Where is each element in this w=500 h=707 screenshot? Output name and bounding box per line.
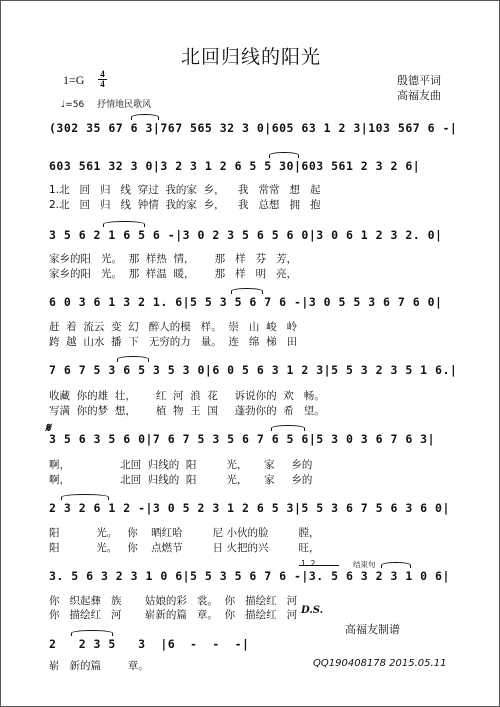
- lyric-line: 收藏 你的雄 壮， 红 河 浪 花 诉说你的 欢 畅。: [49, 390, 325, 402]
- notation-line: 6 0 3 6 1 3 2 1. 6|5 5 3 5 6 7 6 -|3 0 5 5 3 6 7 6 0|: [49, 295, 443, 309]
- lyric-line: 写满 你的梦 想， 植 物 王 国 蓬勃你的 希 望。: [49, 405, 325, 417]
- slur-mark: [231, 288, 263, 294]
- lyric-line: 阳 光。 你 点燃节 日 火把的兴 旺，: [49, 542, 320, 554]
- ending-label: 结束句: [353, 560, 376, 569]
- notation-line: 7 6 7 5 3 6 5 3 5 3 0|6 0 5 6 3 1 2 3|5 5 3 2 3 5 1 6.|: [49, 363, 458, 377]
- tempo-value: ♩=56: [61, 100, 85, 110]
- notation-line: 2 2 3 5 3 |6 - - -|: [49, 637, 250, 651]
- lyric-line: 家乡的阳 光。 那 样热 情， 那 样 芬 芳，: [49, 253, 298, 265]
- slur-mark: [71, 630, 113, 636]
- volta-label: 1. 2.: [301, 559, 318, 568]
- notation-line: 3 5 6 2 1 6 5 6 -|3 0 2 3 5 6 5 6 0|3 0 6 1 2 3 2. 0|: [49, 228, 443, 242]
- lyric-line: 你 描绘红 河 崭新的篇 章。 你 描绘红 河: [49, 609, 298, 621]
- slur-mark: [381, 562, 411, 568]
- lyric-line: 跨 越 山水 播 下 无穷的力 量。 连 绵 梯 田: [49, 336, 298, 348]
- segno-sign: 𝄋: [45, 421, 51, 436]
- notation-line: 603 561 32 3 0|3 2 3 1 2 6 5 5 30|603 561 2 3 2 6|: [49, 159, 421, 173]
- slur-mark: [61, 494, 109, 500]
- lyric-line: 崭 新的篇 章。: [49, 660, 149, 672]
- lyric-line: 1.北 回 归 线 穿过 我的家 乡， 我 常常 想 起: [49, 184, 321, 196]
- volta-bracket: [299, 565, 339, 566]
- lyric-line: 赶 着 流云 变 幻 醉人的模 样。 崇 山 峻 岭: [49, 321, 298, 333]
- lyric-line: 阳 光。 你 晒红哈 尼 小伙的脸 膛，: [49, 527, 320, 539]
- notation-line: (302 35 67 6 3|767 565 32 3 0|605 63 1 2 3|103 567 6 -|: [49, 121, 458, 135]
- notation-line: 3. 5 6 3 2 3 1 0 6|5 5 3 5 6 7 6 -|3. 5 6 3 2 3 1 0 6|: [49, 569, 450, 583]
- composer-credit: 高福友曲: [397, 89, 441, 102]
- meter-top: 4: [100, 69, 105, 79]
- slur-mark: [117, 356, 149, 362]
- transcriber-id: QQ190408178 2015.05.11: [313, 658, 447, 669]
- lyric-line: 2.北 回 归 线 钟情 我的家 乡， 我 总想 拥 抱: [49, 199, 321, 211]
- transcriber-credit: 高福友制谱: [345, 623, 400, 636]
- tempo-mark: [61, 97, 161, 110]
- lyric-line: 啊， 北回 归线的 阳 光， 家 乡的: [49, 474, 313, 486]
- slur-mark: [131, 114, 159, 120]
- lyricist-credit: 殷德平词: [397, 74, 441, 87]
- time-signature: [98, 70, 107, 89]
- meter-bottom: 4: [100, 79, 105, 89]
- key-signature: 1=G: [63, 73, 85, 87]
- lyric-line: 家乡的阳 光。 那 样温 暖， 那 样 明 亮，: [49, 268, 298, 280]
- lyric-line: 啊， 北回 归线的 阳 光， 家 乡的: [49, 459, 313, 471]
- slur-mark: [269, 152, 299, 158]
- page-title: 北回归线的阳光: [180, 46, 321, 68]
- slur-mark: [103, 221, 145, 227]
- tempo-style: 抒情地民歌风: [97, 100, 152, 110]
- slur-mark: [271, 425, 305, 431]
- notation-line: 2 3 2 6 1 2 -|3 0 5 2 3 1 2 6 5 3|5 5 3 6 7 5 6 3 6 0|: [49, 501, 450, 515]
- notation-line: 3 5 6 3 5 6 0|7 6 7 5 3 5 6 7 6 5 6|5 3 0 3 6 7 6 3|: [49, 432, 436, 446]
- lyric-line: 你 织起彝 族 姑娘的彩 裳。 你 描绘红 河: [49, 595, 298, 607]
- dal-segno-mark: D.S.: [301, 605, 324, 616]
